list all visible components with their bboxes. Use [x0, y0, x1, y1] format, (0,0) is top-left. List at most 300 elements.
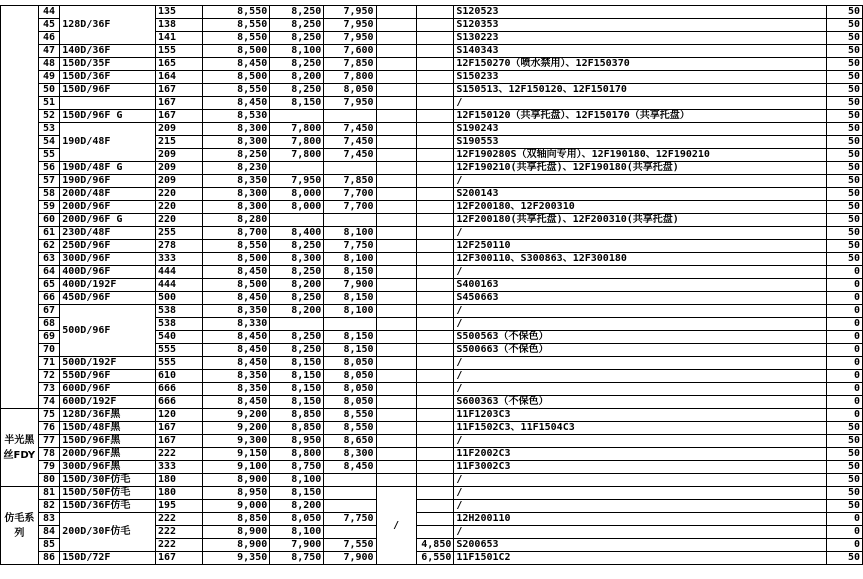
spec-weight: 220	[155, 188, 203, 201]
row-number: 48	[38, 58, 60, 71]
category-blank	[1, 6, 39, 409]
row-number: 61	[38, 227, 60, 240]
code-cell: S150233	[454, 71, 826, 84]
quantity-cell: 50	[826, 6, 862, 19]
price-3: 7,750	[324, 240, 376, 253]
spec-weight: 180	[155, 487, 203, 500]
price-1: 9,350	[203, 552, 270, 565]
price-3: 7,950	[324, 32, 376, 45]
price-1: 8,250	[203, 149, 270, 162]
price-4	[416, 279, 454, 292]
code-cell: 12H200110	[454, 513, 826, 526]
price-4	[416, 500, 454, 513]
spec-cell: 150D/30F仿毛	[60, 474, 156, 487]
price-4	[416, 422, 454, 435]
spec-weight: 167	[155, 97, 203, 110]
price-2: 8,250	[270, 32, 324, 45]
price-table	[0, 5, 863, 565]
price-2: 8,150	[270, 396, 324, 409]
price-1: 8,300	[203, 136, 270, 149]
table-row	[1, 214, 863, 227]
spec-cell: 128D/36F黑	[60, 409, 156, 422]
code-cell: 12F250110	[454, 240, 826, 253]
blank-cell	[376, 370, 416, 383]
blank-cell	[376, 162, 416, 175]
quantity-cell: 50	[826, 149, 862, 162]
blank-cell	[376, 188, 416, 201]
price-4: 6,550	[416, 552, 454, 565]
row-number: 85	[38, 539, 60, 552]
spec-weight: 209	[155, 175, 203, 188]
spec-cell: 250D/96F	[60, 240, 156, 253]
price-4	[416, 292, 454, 305]
price-2	[270, 110, 324, 123]
price-3: 8,450	[324, 461, 376, 474]
price-2: 7,800	[270, 136, 324, 149]
blank-cell	[376, 110, 416, 123]
spec-weight: 500	[155, 292, 203, 305]
table-row	[1, 370, 863, 383]
price-3: 7,800	[324, 71, 376, 84]
quantity-cell: 0	[826, 305, 862, 318]
blank-cell	[376, 461, 416, 474]
row-number: 56	[38, 162, 60, 175]
blank-cell	[376, 19, 416, 32]
code-cell: S450663	[454, 292, 826, 305]
row-number: 86	[38, 552, 60, 565]
code-cell: 12F190210(共享托盘)、12F190180(共享托盘)	[454, 162, 826, 175]
price-4	[416, 448, 454, 461]
price-3: 8,100	[324, 253, 376, 266]
spec-weight: 209	[155, 162, 203, 175]
row-number: 68	[38, 318, 60, 331]
spec-weight: 555	[155, 357, 203, 370]
spec-weight: 165	[155, 58, 203, 71]
table-row	[1, 123, 863, 136]
price-1: 9,100	[203, 461, 270, 474]
spec-weight: 209	[155, 123, 203, 136]
row-number: 50	[38, 84, 60, 97]
price-4	[416, 344, 454, 357]
price-4	[416, 97, 454, 110]
price-4	[416, 318, 454, 331]
row-number: 73	[38, 383, 60, 396]
price-3: 7,750	[324, 513, 376, 526]
code-cell: /	[454, 318, 826, 331]
code-cell: 11F1502C3、11F1504C3	[454, 422, 826, 435]
spec-cell: 128D/36F	[60, 6, 156, 45]
price-2: 8,300	[270, 253, 324, 266]
quantity-cell: 50	[826, 461, 862, 474]
code-cell: /	[454, 305, 826, 318]
price-3: 7,900	[324, 279, 376, 292]
code-cell: /	[454, 500, 826, 513]
row-number: 70	[38, 344, 60, 357]
row-number: 46	[38, 32, 60, 45]
price-1: 8,300	[203, 188, 270, 201]
quantity-cell: 0	[826, 266, 862, 279]
blank-cell	[376, 474, 416, 487]
table-row	[1, 240, 863, 253]
price-4	[416, 58, 454, 71]
table-row	[1, 279, 863, 292]
quantity-cell: 50	[826, 188, 862, 201]
table-row	[1, 110, 863, 123]
quantity-cell: 0	[826, 383, 862, 396]
price-4	[416, 149, 454, 162]
spec-cell: 450D/96F	[60, 292, 156, 305]
price-2: 8,000	[270, 188, 324, 201]
blank-cell	[376, 227, 416, 240]
quantity-cell: 0	[826, 539, 862, 552]
price-3: 8,150	[324, 331, 376, 344]
row-number: 77	[38, 435, 60, 448]
table-row	[1, 305, 863, 318]
price-2: 8,250	[270, 344, 324, 357]
spec-weight: 195	[155, 500, 203, 513]
spec-cell: 150D/36F	[60, 71, 156, 84]
table-row	[1, 6, 863, 19]
price-2: 7,800	[270, 149, 324, 162]
spec-weight: 167	[155, 422, 203, 435]
price-1: 8,450	[203, 357, 270, 370]
table-row	[1, 292, 863, 305]
spec-weight: 555	[155, 344, 203, 357]
price-2: 8,150	[270, 487, 324, 500]
price-3: 7,450	[324, 123, 376, 136]
table-row	[1, 162, 863, 175]
blank-cell	[376, 97, 416, 110]
price-4	[416, 526, 454, 539]
price-1: 8,500	[203, 253, 270, 266]
price-3: 8,550	[324, 422, 376, 435]
quantity-cell: 0	[826, 370, 862, 383]
blank-cell	[376, 448, 416, 461]
quantity-cell: 50	[826, 487, 862, 500]
row-number: 74	[38, 396, 60, 409]
quantity-cell: 50	[826, 227, 862, 240]
price-1: 8,300	[203, 123, 270, 136]
quantity-cell: 50	[826, 201, 862, 214]
price-1: 8,550	[203, 32, 270, 45]
code-cell: S200143	[454, 188, 826, 201]
price-4	[416, 461, 454, 474]
code-cell: S200653	[454, 539, 826, 552]
row-number: 76	[38, 422, 60, 435]
quantity-cell: 50	[826, 435, 862, 448]
row-number: 44	[38, 6, 60, 19]
price-2	[270, 214, 324, 227]
row-number: 80	[38, 474, 60, 487]
price-1: 9,000	[203, 500, 270, 513]
code-cell: /	[454, 266, 826, 279]
code-cell: S600363（不保色）	[454, 396, 826, 409]
quantity-cell: 0	[826, 409, 862, 422]
price-2: 8,200	[270, 305, 324, 318]
price-2: 8,250	[270, 292, 324, 305]
price-3	[324, 318, 376, 331]
table-row	[1, 357, 863, 370]
quantity-cell: 50	[826, 175, 862, 188]
blank-cell	[376, 305, 416, 318]
row-number: 78	[38, 448, 60, 461]
spec-weight: 220	[155, 201, 203, 214]
quantity-cell: 0	[826, 513, 862, 526]
price-2: 8,250	[270, 58, 324, 71]
price-4	[416, 110, 454, 123]
row-number: 63	[38, 253, 60, 266]
price-1: 8,550	[203, 6, 270, 19]
price-1: 8,450	[203, 292, 270, 305]
spec-weight: 215	[155, 136, 203, 149]
spec-cell: 200D/96F	[60, 201, 156, 214]
price-3: 8,150	[324, 344, 376, 357]
blank-cell	[376, 318, 416, 331]
spec-weight: 333	[155, 461, 203, 474]
quantity-cell: 0	[826, 357, 862, 370]
spec-cell: 190D/48F	[60, 123, 156, 162]
price-1: 8,500	[203, 279, 270, 292]
price-4	[416, 123, 454, 136]
price-2: 8,200	[270, 279, 324, 292]
price-2: 7,900	[270, 539, 324, 552]
table-row	[1, 487, 863, 500]
code-cell: S120523	[454, 6, 826, 19]
table-row	[1, 474, 863, 487]
price-1: 8,300	[203, 201, 270, 214]
price-1: 8,330	[203, 318, 270, 331]
price-4	[416, 357, 454, 370]
spec-weight: 444	[155, 279, 203, 292]
spec-cell: 150D/36F仿毛	[60, 500, 156, 513]
row-number: 49	[38, 71, 60, 84]
code-cell: 11F1203C3	[454, 409, 826, 422]
price-2: 8,250	[270, 19, 324, 32]
code-cell: S500563（不保色）	[454, 331, 826, 344]
spec-weight: 155	[155, 45, 203, 58]
code-cell: S120353	[454, 19, 826, 32]
price-4	[416, 6, 454, 19]
price-2: 8,750	[270, 552, 324, 565]
spec-cell: 150D/35F	[60, 58, 156, 71]
row-number: 69	[38, 331, 60, 344]
table-row	[1, 227, 863, 240]
row-number: 53	[38, 123, 60, 136]
price-3	[324, 110, 376, 123]
quantity-cell: 50	[826, 162, 862, 175]
spec-weight: 220	[155, 214, 203, 227]
price-3: 7,950	[324, 6, 376, 19]
price-2: 8,050	[270, 513, 324, 526]
price-3: 7,850	[324, 58, 376, 71]
price-4	[416, 331, 454, 344]
table-row	[1, 435, 863, 448]
table-row	[1, 383, 863, 396]
price-1: 8,950	[203, 487, 270, 500]
quantity-cell: 50	[826, 45, 862, 58]
row-number: 47	[38, 45, 60, 58]
spec-cell: 300D/96F	[60, 253, 156, 266]
price-4	[416, 71, 454, 84]
row-number: 64	[38, 266, 60, 279]
code-cell: S130223	[454, 32, 826, 45]
category-wool: 仿毛系列	[1, 487, 39, 565]
code-cell: /	[454, 487, 826, 500]
table-row	[1, 396, 863, 409]
price-3	[324, 214, 376, 227]
code-cell: 12F190280S（双轴向专用）、12F190180、12F190210	[454, 149, 826, 162]
price-3: 8,050	[324, 396, 376, 409]
table-row	[1, 201, 863, 214]
blank-cell	[376, 357, 416, 370]
price-2: 8,200	[270, 71, 324, 84]
table-row	[1, 188, 863, 201]
price-4	[416, 188, 454, 201]
price-3	[324, 474, 376, 487]
quantity-cell: 50	[826, 240, 862, 253]
blank-cell	[376, 45, 416, 58]
quantity-cell: 50	[826, 500, 862, 513]
price-1: 9,200	[203, 409, 270, 422]
blank-cell	[376, 383, 416, 396]
quantity-cell: 0	[826, 279, 862, 292]
spec-cell: 190D/48F Ġ	[60, 162, 156, 175]
spec-weight: 180	[155, 474, 203, 487]
spec-cell: 200D/30F仿毛	[60, 513, 156, 552]
code-cell: S140343	[454, 45, 826, 58]
price-1: 8,850	[203, 513, 270, 526]
price-3: 8,050	[324, 370, 376, 383]
table-row	[1, 448, 863, 461]
spec-weight: 538	[155, 318, 203, 331]
code-cell: /	[454, 526, 826, 539]
table-row	[1, 45, 863, 58]
price-4	[416, 45, 454, 58]
price-3: 7,450	[324, 149, 376, 162]
blank-cell	[376, 409, 416, 422]
code-cell: 11F3002C3	[454, 461, 826, 474]
spec-weight: 167	[155, 552, 203, 565]
table-row	[1, 422, 863, 435]
spec-weight: 209	[155, 149, 203, 162]
spec-weight: 120	[155, 409, 203, 422]
code-cell: 11F2002C3	[454, 448, 826, 461]
spec-weight: 540	[155, 331, 203, 344]
price-3: 8,300	[324, 448, 376, 461]
spec-cell: 400D/96F	[60, 266, 156, 279]
row-number: 51	[38, 97, 60, 110]
row-number: 62	[38, 240, 60, 253]
price-2: 8,250	[270, 6, 324, 19]
table-row	[1, 552, 863, 565]
spec-cell: 140D/36F	[60, 45, 156, 58]
spec-weight: 666	[155, 383, 203, 396]
price-2: 8,850	[270, 422, 324, 435]
quantity-cell: 50	[826, 253, 862, 266]
spec-cell: 300D/96F黑	[60, 461, 156, 474]
spec-cell: 600D/192F	[60, 396, 156, 409]
row-number: 52	[38, 110, 60, 123]
spec-weight: 255	[155, 227, 203, 240]
quantity-cell: 50	[826, 136, 862, 149]
blank-cell	[376, 175, 416, 188]
table-row	[1, 500, 863, 513]
blank-cell	[376, 331, 416, 344]
row-number: 60	[38, 214, 60, 227]
quantity-cell: 0	[826, 396, 862, 409]
quantity-cell: 50	[826, 422, 862, 435]
price-2: 8,250	[270, 84, 324, 97]
code-cell: S190243	[454, 123, 826, 136]
price-3	[324, 487, 376, 500]
row-number: 57	[38, 175, 60, 188]
price-1: 8,350	[203, 370, 270, 383]
code-cell: /	[454, 175, 826, 188]
price-2: 8,150	[270, 383, 324, 396]
price-1: 9,150	[203, 448, 270, 461]
spec-weight: 666	[155, 396, 203, 409]
price-2	[270, 162, 324, 175]
table-row	[1, 71, 863, 84]
blank-cell	[376, 422, 416, 435]
quantity-cell: 50	[826, 97, 862, 110]
spec-cell: 400D/192F	[60, 279, 156, 292]
price-4	[416, 84, 454, 97]
spec-weight: 444	[155, 266, 203, 279]
price-3: 7,700	[324, 188, 376, 201]
price-2: 8,400	[270, 227, 324, 240]
spec-cell: 150D/96F	[60, 84, 156, 97]
price-3: 8,150	[324, 266, 376, 279]
row-number: 59	[38, 201, 60, 214]
price-1: 9,200	[203, 422, 270, 435]
quantity-cell: 50	[826, 84, 862, 97]
blank-cell	[376, 435, 416, 448]
price-1: 9,300	[203, 435, 270, 448]
price-2: 8,000	[270, 201, 324, 214]
code-cell: 12F200180(共享托盘)、12F200310(共享托盘)	[454, 214, 826, 227]
table-row	[1, 253, 863, 266]
price-3: 7,450	[324, 136, 376, 149]
code-cell: /	[454, 227, 826, 240]
spec-cell: 230D/48F	[60, 227, 156, 240]
price-1: 8,900	[203, 539, 270, 552]
price-1: 8,280	[203, 214, 270, 227]
price-4	[416, 305, 454, 318]
spec-weight: 222	[155, 513, 203, 526]
price-3	[324, 526, 376, 539]
row-number: 65	[38, 279, 60, 292]
quantity-cell: 0	[826, 526, 862, 539]
price-2: 8,150	[270, 357, 324, 370]
price-1: 8,450	[203, 331, 270, 344]
price-2: 8,100	[270, 474, 324, 487]
spec-cell	[60, 97, 156, 110]
spec-cell: 150D/72F	[60, 552, 156, 565]
blank-cell	[376, 149, 416, 162]
price-3	[324, 162, 376, 175]
price-4	[416, 266, 454, 279]
table-row	[1, 409, 863, 422]
blank-cell	[376, 214, 416, 227]
blank-cell	[376, 123, 416, 136]
row-number: 54	[38, 136, 60, 149]
quantity-cell: 50	[826, 214, 862, 227]
price-2: 8,950	[270, 435, 324, 448]
row-number: 45	[38, 19, 60, 32]
blank-cell	[376, 136, 416, 149]
spec-weight: 167	[155, 435, 203, 448]
